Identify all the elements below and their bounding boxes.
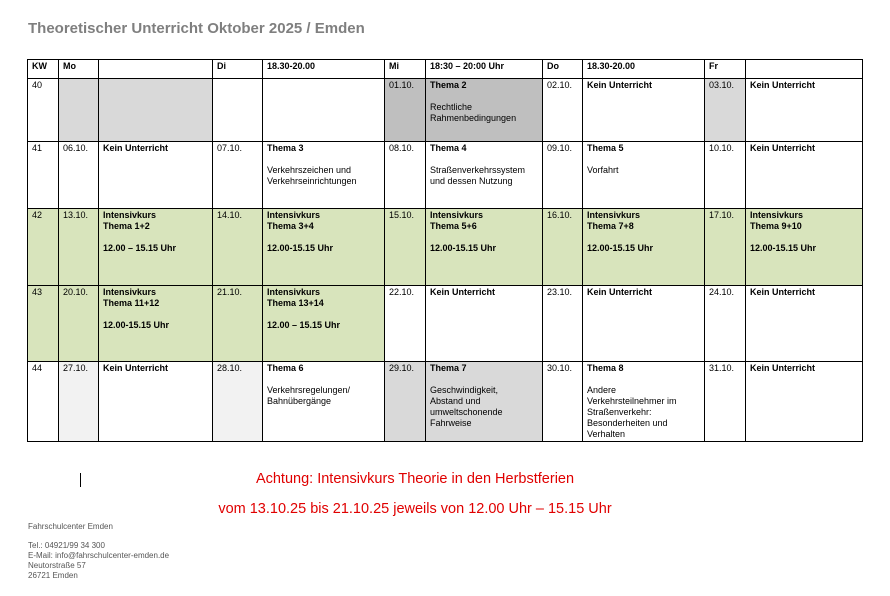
lesson-line: Rechtliche xyxy=(430,102,473,112)
lesson-line: Kein Unterricht xyxy=(103,363,169,373)
lesson-line xyxy=(103,232,208,243)
lesson-cell-fr xyxy=(746,79,863,142)
lesson-line xyxy=(267,232,380,243)
lesson-line: Straßenverkehrssystem xyxy=(430,165,526,175)
header-cell: Fr xyxy=(705,60,746,79)
lesson-line: 12.00 – 15.15 Uhr xyxy=(267,320,341,330)
lesson-cell-mi xyxy=(426,362,543,442)
date-cell-mi: 29.10. xyxy=(385,362,426,442)
lesson-line xyxy=(267,154,380,165)
header-cell: 18.30-20.00 xyxy=(583,60,705,79)
lesson-line: Abstand und xyxy=(430,396,481,406)
date-cell-di: 14.10. xyxy=(213,209,263,286)
lesson-line: Thema 5 xyxy=(587,143,624,153)
week-number-cell: 44 xyxy=(28,362,59,442)
lesson-line: 12.00-15.15 Uhr xyxy=(103,320,170,330)
lesson-cell-do xyxy=(583,286,705,362)
lesson-cell-fr xyxy=(746,142,863,209)
lesson-line: Kein Unterricht xyxy=(103,143,169,153)
lesson-line: Verkehrseinrichtungen xyxy=(267,176,357,186)
table-row xyxy=(28,142,863,209)
lesson-line xyxy=(430,154,538,165)
table-row xyxy=(28,79,863,142)
header-cell: Do xyxy=(543,60,583,79)
lesson-cell-mi xyxy=(426,142,543,209)
table-row xyxy=(28,362,863,442)
lesson-line: Thema 3+4 xyxy=(267,221,314,231)
lesson-line: Thema 1+2 xyxy=(103,221,150,231)
lesson-cell-mo xyxy=(99,362,213,442)
lesson-line: Fahrweise xyxy=(430,418,472,428)
lesson-cell-di xyxy=(263,209,385,286)
lesson-cell-mo xyxy=(99,209,213,286)
lesson-line: Thema 11+12 xyxy=(103,298,160,308)
header-cell: Di xyxy=(213,60,263,79)
lesson-line: Verhalten xyxy=(587,429,626,439)
lesson-line: Andere xyxy=(587,385,617,395)
lesson-line: Intensivkurs xyxy=(587,210,641,220)
lesson-line: Rahmenbedingungen xyxy=(430,113,517,123)
lesson-cell-mi xyxy=(426,79,543,142)
lesson-line: Thema 13+14 xyxy=(267,298,324,308)
lesson-line: und dessen Nutzung xyxy=(430,176,513,186)
notice-line-1: Achtung: Intensivkurs Theorie in den Herbstferien xyxy=(255,471,575,487)
lesson-line: Kein Unterricht xyxy=(750,287,816,297)
table-row xyxy=(28,209,863,286)
header-cell xyxy=(746,60,863,79)
lesson-line xyxy=(430,91,538,102)
date-cell-mi: 22.10. xyxy=(385,286,426,362)
footer-city: 26721 Emden xyxy=(28,571,78,580)
footer-street: Neutorstraße 57 xyxy=(28,561,86,570)
lesson-cell-do xyxy=(583,142,705,209)
lesson-line: Kein Unterricht xyxy=(587,80,653,90)
footer-company: Fahrschulcenter Emden xyxy=(28,522,113,531)
lesson-line xyxy=(587,374,700,385)
week-number-cell: 40 xyxy=(28,79,59,142)
date-cell-fr: 31.10. xyxy=(705,362,746,442)
header-cell: 18.30-20.00 xyxy=(263,60,385,79)
date-cell-di: 07.10. xyxy=(213,142,263,209)
date-cell-fr: 17.10. xyxy=(705,209,746,286)
lesson-line: Geschwindigkeit, xyxy=(430,385,499,395)
date-cell-mi: 15.10. xyxy=(385,209,426,286)
lesson-line: Thema 6 xyxy=(267,363,304,373)
lesson-line: 12.00-15.15 Uhr xyxy=(430,243,497,253)
lesson-line: Thema 5+6 xyxy=(430,221,477,231)
footer-email: E-Mail: info@fahrschulcenter-emden.de xyxy=(28,551,170,560)
lesson-line: Verkehrsteilnehmer im xyxy=(587,396,677,406)
date-cell-do: 09.10. xyxy=(543,142,583,209)
date-cell-do: 02.10. xyxy=(543,79,583,142)
lesson-line xyxy=(430,232,538,243)
date-cell-do: 30.10. xyxy=(543,362,583,442)
date-cell-fr: 24.10. xyxy=(705,286,746,362)
lesson-cell-di xyxy=(263,362,385,442)
lesson-cell-mi xyxy=(426,209,543,286)
lesson-line xyxy=(587,232,700,243)
lesson-cell-mo xyxy=(99,142,213,209)
lesson-line xyxy=(267,309,380,320)
lesson-cell-do xyxy=(583,209,705,286)
lesson-cell-di xyxy=(263,286,385,362)
schedule-table xyxy=(27,59,863,442)
lesson-line xyxy=(267,374,380,385)
lesson-line: Intensivkurs xyxy=(267,210,321,220)
lesson-line: 12.00-15.15 Uhr xyxy=(750,243,817,253)
lesson-line: 12.00-15.15 Uhr xyxy=(587,243,654,253)
date-cell-mo: 27.10. xyxy=(59,362,99,442)
lesson-line: Thema 4 xyxy=(430,143,467,153)
lesson-line: Thema 9+10 xyxy=(750,221,802,231)
lesson-cell-mo xyxy=(99,286,213,362)
lesson-cell-di xyxy=(263,79,385,142)
date-cell-mi: 08.10. xyxy=(385,142,426,209)
table-row xyxy=(28,286,863,362)
week-number-cell: 42 xyxy=(28,209,59,286)
lesson-line xyxy=(103,309,208,320)
lesson-cell-mi xyxy=(426,286,543,362)
lesson-line xyxy=(750,232,858,243)
lesson-cell-mo xyxy=(99,79,213,142)
date-cell-fr: 03.10. xyxy=(705,79,746,142)
lesson-line: 12.00 – 15.15 Uhr xyxy=(103,243,177,253)
date-cell-di xyxy=(213,79,263,142)
date-cell-do: 23.10. xyxy=(543,286,583,362)
lesson-cell-fr xyxy=(746,362,863,442)
lesson-cell-do xyxy=(583,362,705,442)
lesson-line: Intensivkurs xyxy=(750,210,804,220)
date-cell-mo xyxy=(59,79,99,142)
lesson-line: Verkehrsregelungen/ xyxy=(267,385,351,395)
lesson-line: 12.00-15.15 Uhr xyxy=(267,243,334,253)
lesson-line: Vorfahrt xyxy=(587,165,619,175)
lesson-line: Straßenverkehr: xyxy=(587,407,652,417)
lesson-line: Kein Unterricht xyxy=(750,363,816,373)
lesson-cell-di xyxy=(263,142,385,209)
header-row xyxy=(28,60,863,79)
lesson-line: Kein Unterricht xyxy=(587,287,653,297)
lesson-line: Kein Unterricht xyxy=(750,80,816,90)
week-number-cell: 43 xyxy=(28,286,59,362)
lesson-line: Thema 7+8 xyxy=(587,221,634,231)
lesson-line: umweltschonende xyxy=(430,407,503,417)
header-cell: 18:30 – 20:00 Uhr xyxy=(426,60,543,79)
date-cell-mi: 01.10. xyxy=(385,79,426,142)
lesson-cell-fr xyxy=(746,209,863,286)
lesson-line: Intensivkurs xyxy=(430,210,484,220)
date-cell-di: 28.10. xyxy=(213,362,263,442)
lesson-line: Thema 8 xyxy=(587,363,624,373)
header-cell: Mo xyxy=(59,60,99,79)
lesson-line: Intensivkurs xyxy=(267,287,321,297)
page-title: Theoretischer Unterricht Oktober 2025 / Emden xyxy=(28,20,365,37)
date-cell-mo: 06.10. xyxy=(59,142,99,209)
lesson-line: Thema 2 xyxy=(430,80,467,90)
lesson-line: Thema 3 xyxy=(267,143,304,153)
lesson-line xyxy=(430,374,538,385)
footer-phone: Tel.: 04921/99 34 300 xyxy=(28,541,105,550)
lesson-line: Thema 7 xyxy=(430,363,467,373)
lesson-line: Bahnübergänge xyxy=(267,396,332,406)
lesson-line: Kein Unterricht xyxy=(430,287,496,297)
date-cell-mo: 20.10. xyxy=(59,286,99,362)
header-cell: KW xyxy=(28,60,59,79)
lesson-line: Besonderheiten und xyxy=(587,418,668,428)
lesson-line: Verkehrszeichen und xyxy=(267,165,352,175)
header-cell: Mi xyxy=(385,60,426,79)
date-cell-fr: 10.10. xyxy=(705,142,746,209)
lesson-line: Intensivkurs xyxy=(103,210,157,220)
lesson-cell-fr xyxy=(746,286,863,362)
lesson-line: Intensivkurs xyxy=(103,287,157,297)
header-cell xyxy=(99,60,213,79)
lesson-line: Kein Unterricht xyxy=(750,143,816,153)
notice-line-2: vom 13.10.25 bis 21.10.25 jeweils von 12.00 Uhr – 15.15 Uhr xyxy=(218,501,612,517)
date-cell-di: 21.10. xyxy=(213,286,263,362)
date-cell-mo: 13.10. xyxy=(59,209,99,286)
lesson-line xyxy=(587,154,700,165)
date-cell-do: 16.10. xyxy=(543,209,583,286)
week-number-cell: 41 xyxy=(28,142,59,209)
lesson-cell-do xyxy=(583,79,705,142)
